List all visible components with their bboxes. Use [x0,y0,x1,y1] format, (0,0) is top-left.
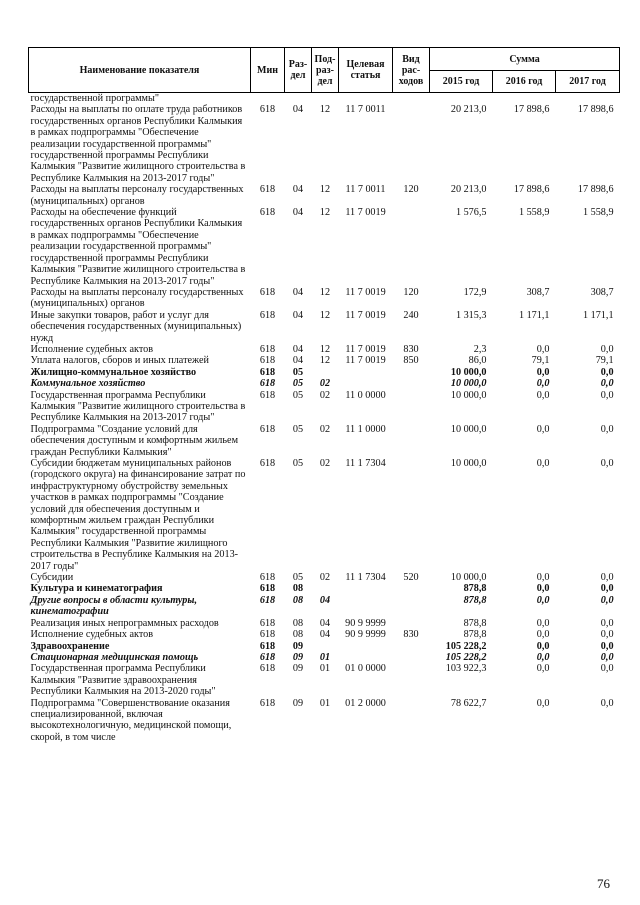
cell-2017: 17 898,6 [577,104,614,116]
table-row [29,367,620,378]
cell-2015: 10 000,0 [450,389,487,401]
header-2016: 2016 год [493,71,556,93]
cell-razdel: 05 [292,572,304,584]
cell-razdel: 04 [292,309,304,321]
cell-2017: 0,0 [600,663,614,675]
cell-min: 618 [259,572,276,584]
cell-2017: 0,0 [600,378,614,390]
cell-name: государственной программы" [30,93,159,104]
cell-min: 618 [259,286,276,298]
cell-min: 618 [259,663,276,675]
cell-statya [339,641,393,652]
cell-2015: 20 213,0 [450,184,487,196]
cell-razdel: 04 [292,286,304,298]
header-statya: Целевая статья [339,48,393,93]
cell-razdel: 05 [292,458,304,469]
cell-2016: 79,1 [531,355,550,367]
cell-podrazdel: 02 [319,572,331,584]
cell-2015: 103 922,3 [445,663,487,675]
header-2017: 2017 год [556,71,620,93]
cell-2016: 308,7 [526,286,550,298]
cell-min: 618 [259,343,276,355]
cell-name: Подпрограмма "Создание условий для обеспечения доступным и комфортным жильем граждан Республики Калмыкия" [30,423,239,458]
cell-podrazdel: 02 [319,378,331,390]
cell-min: 618 [259,355,276,367]
cell-vid [393,641,430,652]
cell-podrazdel [312,641,339,652]
cell-vid [393,652,430,663]
cell-min: 618 [259,184,276,196]
cell-vid [393,595,430,618]
table-row [29,572,620,583]
cell-podrazdel: 02 [319,458,331,469]
cell-2016: 0,0 [536,663,550,675]
cell-min: 618 [259,378,276,390]
cell-razdel: 04 [292,343,304,355]
cell-vid [393,583,430,594]
cell-min: 618 [259,389,276,401]
cell-statya: 11 7 0019 [345,207,386,219]
table-row [29,663,620,697]
cell-2016: 0,0 [536,343,550,355]
cell-name: Расходы на выплаты персоналу государственных (муниципальных) органов [30,184,244,207]
cell-2016: 0,0 [536,617,550,629]
table-row [29,378,620,389]
cell-2017: 0,0 [600,583,614,595]
table-row [29,583,620,594]
cell-vid [393,207,430,287]
cell-2016: 17 898,6 [513,184,550,196]
cell-vid: 120 [403,286,419,298]
cell-vid [393,390,430,424]
cell-podrazdel: 02 [319,389,331,401]
cell-vid [393,458,430,572]
cell-2017: 0,0 [600,366,614,378]
cell-2017: 0,0 [600,572,614,584]
table-row [29,287,620,310]
cell-podrazdel: 01 [319,663,331,675]
cell-statya [339,583,393,594]
cell-statya: 01 2 0000 [345,697,386,709]
cell-min: 618 [259,583,276,595]
cell-2016: 0,0 [536,366,550,378]
cell-2017: 308,7 [590,286,614,298]
cell-2016: 1 558,9 [518,207,550,219]
header-min: Мин [251,48,285,93]
cell-name: Уплата налогов, сборов и иных платежей [30,355,209,367]
cell-podrazdel: 04 [319,594,331,606]
cell-name: Подпрограмма "Совершенствование оказания специализированной, включая высокотехнологичную, медицинской помощи, скорой, в том числе [30,697,232,743]
cell-statya: 11 7 0019 [345,309,386,321]
cell-razdel: 09 [292,697,304,709]
cell-2017: 79,1 [595,355,614,367]
cell-min: 618 [259,651,276,663]
cell-vid [393,378,430,389]
cell-2015: 1 315,3 [455,309,487,321]
cell-2016: 0,0 [536,640,550,652]
cell-2016: 0,0 [536,629,550,641]
cell-2015: 10 000,0 [450,378,487,390]
cell-razdel: 05 [292,366,304,378]
table-row [29,458,620,572]
cell-podrazdel [312,93,339,105]
cell-2015 [430,93,493,105]
cell-podrazdel: 12 [319,286,331,298]
cell-2016: 0,0 [536,583,550,595]
cell-name: Расходы на выплаты персоналу государственных (муниципальных) органов [30,286,244,310]
cell-2017: 0,0 [600,651,614,663]
cell-razdel: 04 [292,207,304,219]
cell-min: 618 [259,309,276,321]
table-row [29,641,620,652]
cell-podrazdel: 12 [319,309,331,321]
header-2015: 2015 год [430,71,493,93]
cell-name: Другие вопросы в области культуры, кинематографии [30,594,198,618]
cell-2015: 86,0 [468,355,487,367]
cell-statya [339,652,393,663]
page-number: 76 [597,876,610,891]
cell-min: 618 [259,629,276,641]
cell-statya: 11 1 7304 [345,572,386,584]
cell-2017: 0,0 [600,617,614,629]
cell-vid: 850 [403,355,419,367]
cell-2016: 1 171,1 [518,309,550,321]
table-row [29,595,620,618]
cell-statya: 11 7 0019 [345,343,386,355]
cell-2015: 2,3 [473,343,487,355]
cell-vid: 830 [403,629,419,641]
cell-podrazdel: 02 [319,423,331,435]
cell-2017: 0,0 [600,458,614,469]
cell-min: 618 [259,640,276,652]
cell-razdel: 04 [292,355,304,367]
cell-2015: 10 000,0 [450,458,487,469]
cell-min: 618 [259,423,276,435]
table-row [29,310,620,344]
cell-min: 618 [259,104,276,116]
cell-2017: 0,0 [600,629,614,641]
cell-min: 618 [259,594,276,606]
table-row [29,424,620,458]
cell-razdel: 09 [292,640,304,652]
cell-razdel: 04 [292,184,304,196]
table-row [29,390,620,424]
cell-2015: 878,8 [463,594,487,606]
cell-razdel: 09 [292,663,304,675]
cell-podrazdel: 01 [319,651,331,663]
cell-2015: 878,8 [463,617,487,629]
cell-2016: 0,0 [536,651,550,663]
cell-2016: 0,0 [536,572,550,584]
cell-vid [393,618,430,629]
cell-2016: 0,0 [536,458,550,469]
cell-vid [393,698,430,744]
table-body [29,93,620,744]
cell-statya: 11 7 0011 [345,184,386,196]
cell-podrazdel: 12 [319,184,331,196]
cell-2015: 172,9 [463,286,487,298]
cell-min: 618 [259,366,276,378]
cell-statya [339,378,393,389]
table-row [29,344,620,355]
cell-2015: 78 622,7 [450,697,487,709]
cell-vid: 240 [403,309,419,321]
cell-podrazdel [312,583,339,594]
cell-name: Исполнение судебных актов [30,629,154,641]
cell-podrazdel: 12 [319,343,331,355]
cell-vid: 520 [403,572,419,584]
cell-name: Расходы на выплаты по оплате труда работников государственных органов Республики Калмыкия в рамках подпрограммы "Обеспечение реализации государственной программы" государственной программы Республики Калмыкия "Развитие жилищного строительства в Республике Калмыкия на 2013-2017 годы" [30,104,246,184]
cell-podrazdel: 12 [319,104,331,116]
cell-statya [339,367,393,378]
cell-2016: 0,0 [536,389,550,401]
cell-name: Стационарная медицинская помощь [30,651,199,663]
cell-name: Культура и кинематография [30,583,163,595]
table-row [29,207,620,287]
cell-2017: 0,0 [600,594,614,606]
cell-name: Жилищно-коммунальное хозяйство [30,366,197,378]
cell-podrazdel: 04 [319,617,331,629]
cell-2016 [493,93,556,105]
cell-min: 618 [259,207,276,219]
cell-2017: 0,0 [600,640,614,652]
cell-name: Исполнение судебных актов [30,343,154,355]
cell-min [251,93,285,105]
cell-statya [339,595,393,618]
cell-razdel: 08 [292,617,304,629]
cell-name: Государственная программа Республики Калмыкия "Развитие здравоохранения Республики Калмыкия на 2013-2020 годы" [30,663,216,698]
cell-2017: 0,0 [600,423,614,435]
cell-vid [393,93,430,105]
cell-podrazdel: 01 [319,697,331,709]
cell-podrazdel [312,367,339,378]
header-podrazdel: Под- раз- дел [312,48,339,93]
cell-2016: 0,0 [536,594,550,606]
cell-2016: 17 898,6 [513,104,550,116]
cell-2015: 1 576,5 [455,207,487,219]
cell-min: 618 [259,458,276,469]
cell-statya: 11 7 0019 [345,286,386,298]
cell-vid [393,424,430,458]
cell-min: 618 [259,617,276,629]
cell-statya: 11 7 0011 [345,104,386,116]
cell-statya: 11 7 0019 [345,355,386,367]
cell-statya: 90 9 9999 [345,617,386,629]
table-row [29,355,620,366]
header-summa: Сумма [430,48,620,71]
cell-2015: 20 213,0 [450,104,487,116]
table-row [29,698,620,744]
cell-2015: 105 228,2 [445,651,487,663]
cell-name: Реализация иных непрограммных расходов [30,617,219,629]
cell-2015: 878,8 [463,629,487,641]
cell-name: Коммунальное хозяйство [30,378,146,390]
header-name: Наименование показателя [29,48,251,93]
cell-2017: 0,0 [600,697,614,709]
cell-2017 [556,93,620,105]
table-row [29,618,620,629]
cell-vid: 120 [403,184,419,196]
cell-2015: 105 228,2 [445,640,487,652]
cell-2015: 10 000,0 [450,572,487,584]
cell-2017: 0,0 [600,389,614,401]
cell-2017: 1 558,9 [582,207,614,219]
table-row [29,629,620,640]
table-row [29,104,620,184]
cell-statya: 90 9 9999 [345,629,386,641]
cell-statya: 11 0 0000 [345,389,386,401]
cell-name: Расходы на обеспечение функций государственных органов Республики Калмыкия в рамках подпрограммы "Обеспечение реализации государственной программы" государственной программы Республики Калмыкия "Развитие жилищного строительства в Республике Калмыкия на 2013-2017 годы" [30,207,246,287]
cell-name: Субсидии [30,572,74,584]
cell-razdel: 08 [292,583,304,595]
cell-statya: 11 1 0000 [345,423,386,435]
cell-vid [393,663,430,697]
cell-razdel: 05 [292,378,304,390]
cell-statya [339,93,393,105]
cell-2015: 10 000,0 [450,423,487,435]
cell-2015: 10 000,0 [450,366,487,378]
cell-vid [393,367,430,378]
cell-2016: 0,0 [536,423,550,435]
table-row [29,184,620,207]
cell-name: Субсидии бюджетам муниципальных районов (городского округа) на финансирование затрат по инфраструктурному обустройству земельных участков в рамках подпрограммы "Создание условий для обеспечения доступным и комфортным жильем граждан Республики Калмыкия" государственной программы Республики Калмыкия "Развитие жилищного строительства в Республике Калмыкия на 2013-2017 годы" [30,458,246,572]
cell-razdel: 08 [292,629,304,641]
cell-razdel: 04 [292,104,304,116]
table-header [29,48,620,93]
cell-name: Государственная программа Республики Калмыкия "Развитие жилищного строительства в Республике Калмыкия на 2013-2017 годы" [30,389,246,424]
cell-razdel: 09 [292,651,304,663]
cell-podrazdel: 04 [319,629,331,641]
budget-table [28,47,620,743]
header-razdel: Раз- дел [285,48,312,93]
cell-name: Здравоохранение [30,640,110,652]
cell-2017: 1 171,1 [582,309,614,321]
cell-razdel [285,93,312,105]
cell-statya: 01 0 0000 [345,663,386,675]
cell-2015: 878,8 [463,583,487,595]
cell-vid: 830 [403,343,419,355]
cell-statya: 11 1 7304 [345,458,386,469]
cell-razdel: 08 [292,594,304,606]
header-vid: Вид рас- ходов [393,48,430,93]
cell-podrazdel: 12 [319,355,331,367]
cell-2017: 0,0 [600,343,614,355]
cell-vid [393,104,430,184]
cell-2017: 17 898,6 [577,184,614,196]
cell-podrazdel: 12 [319,207,331,219]
cell-2016: 0,0 [536,378,550,390]
table-row [29,93,620,105]
cell-2016: 0,0 [536,697,550,709]
cell-min: 618 [259,697,276,709]
cell-razdel: 05 [292,389,304,401]
cell-razdel: 05 [292,423,304,435]
table-row [29,652,620,663]
cell-name: Иные закупки товаров, работ и услуг для обеспечения государственных (муниципальных) нужд [30,309,242,344]
